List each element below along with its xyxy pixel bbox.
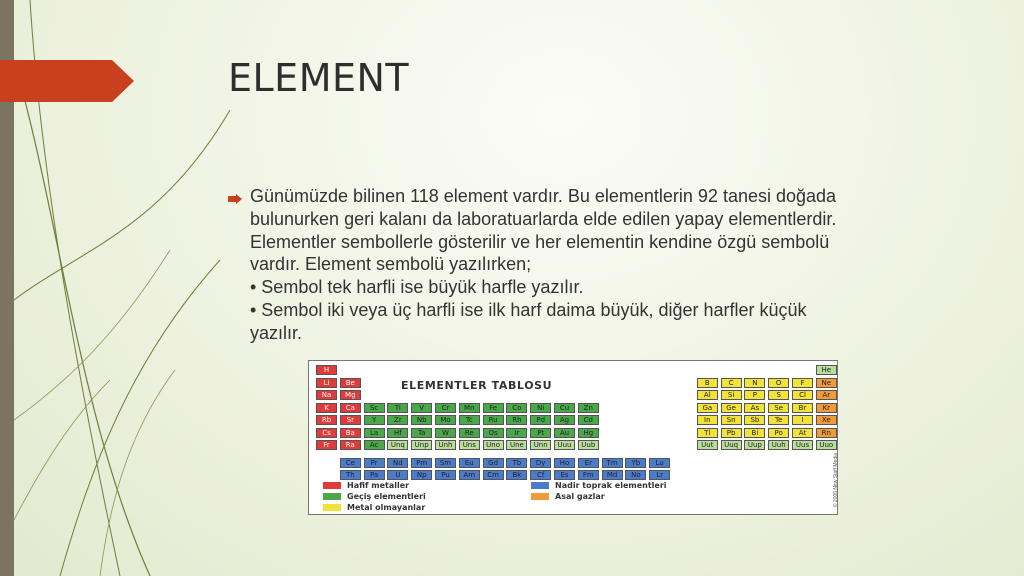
legend-swatch [323,482,341,489]
element-cell: I [792,415,813,425]
element-cell: Ru [483,415,504,425]
element-cell: Ag [554,415,575,425]
element-cell: Ga [697,403,718,413]
element-cell: V [411,403,432,413]
element-cell: Ce [340,458,361,468]
element-cell: Re [459,428,480,438]
element-cell: H [316,365,337,375]
element-cell: Hg [578,428,599,438]
element-cell: Co [506,403,527,413]
element-cell: Unh [435,440,456,450]
element-cell: Te [768,415,789,425]
element-cell: No [625,470,646,480]
legend-item [323,503,425,512]
element-cell: Cl [792,390,813,400]
element-cell: Mg [340,390,361,400]
element-cell: La [364,428,385,438]
element-cell: Si [721,390,742,400]
legend-swatch [531,482,549,489]
element-cell: Unp [411,440,432,450]
periodic-table-copyright: © 2005 New Staff Media [833,453,839,508]
arrow-bullet-icon [228,185,250,209]
element-cell: Th [340,470,361,480]
slide-title: ELEMENT [228,56,410,100]
element-cell: Nd [387,458,408,468]
element-cell: Pd [530,415,551,425]
element-cell: Br [792,403,813,413]
legend-swatch [323,493,341,500]
slide-body [228,185,968,345]
element-cell: In [697,415,718,425]
element-cell: Rb [316,415,337,425]
element-cell: Zn [578,403,599,413]
element-cell: Se [768,403,789,413]
element-cell: Uus [792,440,813,450]
element-cell: Y [364,415,385,425]
element-cell: N [744,378,765,388]
element-cell: Uup [744,440,765,450]
element-cell: Cf [530,470,551,480]
element-cell: At [792,428,813,438]
element-cell: Md [602,470,623,480]
element-cell: Uuq [721,440,742,450]
element-cell: Ho [554,458,575,468]
element-cell: Es [554,470,575,480]
element-cell: Am [459,470,480,480]
element-cell: Zr [387,415,408,425]
element-cell: Os [483,428,504,438]
element-cell: Uns [459,440,480,450]
element-cell: Une [506,440,527,450]
element-cell: Ar [816,390,837,400]
element-cell: Na [316,390,337,400]
element-cell: Sr [340,415,361,425]
element-cell: Pr [364,458,385,468]
element-cell: Xe [816,415,837,425]
body-line: bulunurken geri kalanı da laboratuarlarda elde edilen yapay elementlerdir. [250,208,837,229]
element-cell: Uub [578,440,599,450]
body-paragraph [250,185,836,345]
element-cell: S [768,390,789,400]
element-cell: As [744,403,765,413]
element-cell: O [768,378,789,388]
element-cell: Ne [816,378,837,388]
periodic-table-title: ELEMENTLER TABLOSU [401,379,553,392]
element-cell: Ac [364,440,385,450]
element-cell: Pt [530,428,551,438]
element-cell: Rh [506,415,527,425]
element-cell: Np [411,470,432,480]
element-cell: F [792,378,813,388]
element-cell: Li [316,378,337,388]
element-cell: Lu [649,458,670,468]
element-cell: Sm [435,458,456,468]
element-cell: Uno [483,440,504,450]
element-cell: Mo [435,415,456,425]
element-cell: Be [340,378,361,388]
element-cell: Uut [697,440,718,450]
element-cell: Unq [387,440,408,450]
element-cell: Fe [483,403,504,413]
element-cell: Po [768,428,789,438]
element-cell: Pa [364,470,385,480]
element-cell: Uuo [816,440,837,450]
element-cell: Eu [459,458,480,468]
element-cell: Tl [697,428,718,438]
element-cell: U [387,470,408,480]
element-cell: Al [697,390,718,400]
element-cell: Nb [411,415,432,425]
body-line: vardır. Element sembolü yazılırken; [250,254,532,275]
legend-item [323,481,409,490]
element-cell: C [721,378,742,388]
element-cell: Sc [364,403,385,413]
element-cell: K [316,403,337,413]
legend-label: Metal olmayanlar [347,503,426,512]
element-cell: Cd [578,415,599,425]
body-line: yazılır. [250,322,303,343]
element-cell: W [435,428,456,438]
element-cell: Pb [721,428,742,438]
legend-swatch [323,504,341,511]
element-cell: Cs [316,428,337,438]
element-cell: Cu [554,403,575,413]
element-cell: Ge [721,403,742,413]
element-cell: Ta [411,428,432,438]
element-cell: Kr [816,403,837,413]
periodic-table-image [308,360,838,515]
body-line: Elementler sembollerle gösterilir ve her elementin kendine özgü sembolü [250,231,830,252]
title-arrow-icon [0,60,134,102]
element-cell: Tb [506,458,527,468]
element-cell: Cr [435,403,456,413]
body-line: • Sembol tek harfli ise büyük harfle yazılır. [250,277,584,298]
body-line: Günümüzde bilinen 118 element vardır. Bu elementlerin 92 tanesi doğada [250,186,837,206]
element-cell: Sn [721,415,742,425]
element-cell: Unn [530,440,551,450]
legend-item [323,492,426,501]
legend-label: Hafif metaller [347,481,410,490]
legend-label: Nadir toprak elementleri [555,481,667,490]
element-cell: Fm [578,470,599,480]
element-cell: Pu [435,470,456,480]
element-cell: Ir [506,428,527,438]
legend-label: Geçiş elementleri [347,492,426,501]
element-cell: Uuu [554,440,575,450]
element-cell: Ca [340,403,361,413]
element-cell: P [744,390,765,400]
legend-label: Asal gazlar [555,492,605,501]
element-cell: Sb [744,415,765,425]
element-cell: B [697,378,718,388]
element-cell: Au [554,428,575,438]
element-cell: Rn [816,428,837,438]
element-cell: Cm [483,470,504,480]
element-cell: Bk [506,470,527,480]
element-cell: He [816,365,837,375]
legend-item [531,481,667,490]
element-cell: Gd [483,458,504,468]
element-cell: Ni [530,403,551,413]
element-cell: Ti [387,403,408,413]
element-cell: Er [578,458,599,468]
element-cell: Lr [649,470,670,480]
element-cell: Dy [530,458,551,468]
element-cell: Mn [459,403,480,413]
element-cell: Tc [459,415,480,425]
body-line: • Sembol iki veya üç harfli ise ilk harf daima büyük, diğer harfler küçük [250,299,807,320]
element-cell: Pm [411,458,432,468]
element-cell: Hf [387,428,408,438]
legend-item [531,492,605,501]
element-cell: Tm [602,458,623,468]
element-cell: Yb [625,458,646,468]
element-cell: Uuh [768,440,789,450]
element-cell: Ba [340,428,361,438]
legend-swatch [531,493,549,500]
element-cell: Fr [316,440,337,450]
element-cell: Bi [744,428,765,438]
element-cell: Ra [340,440,361,450]
